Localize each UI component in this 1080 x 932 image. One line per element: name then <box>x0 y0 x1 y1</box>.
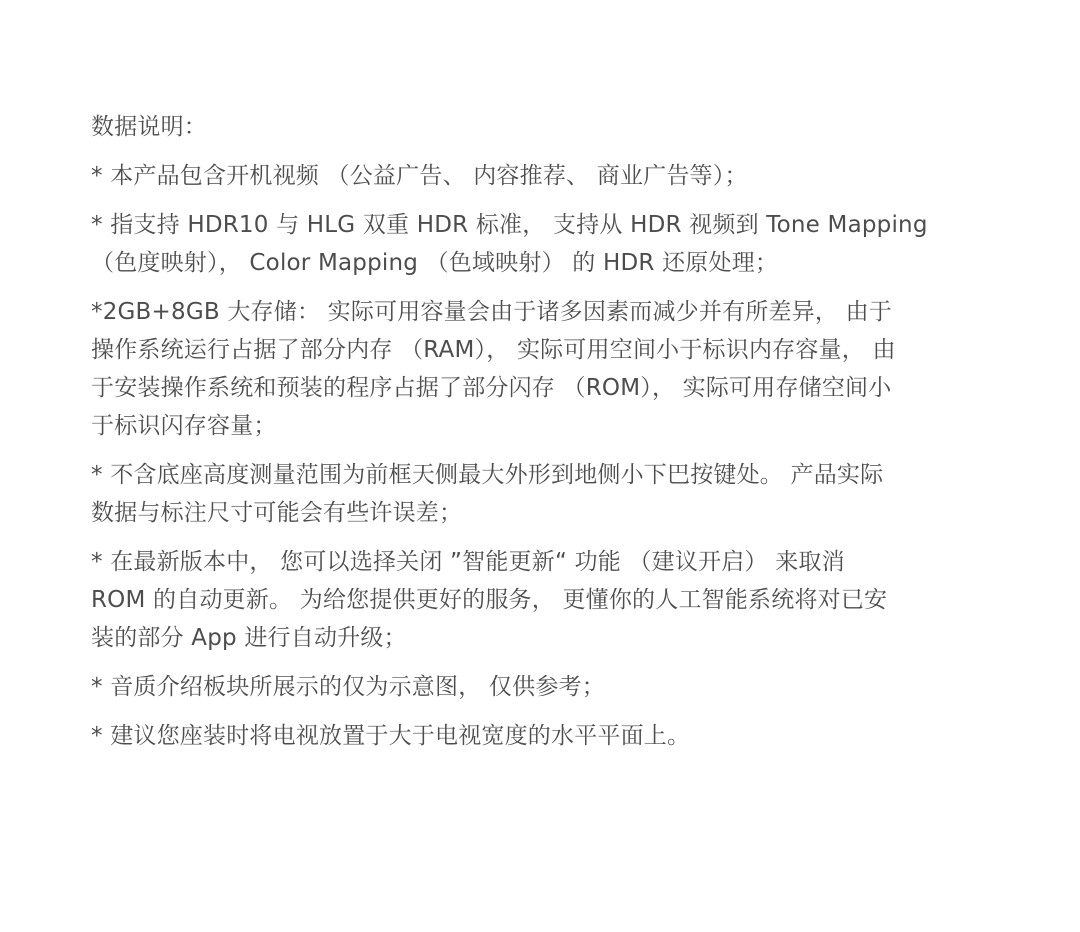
note-line: * 指支持 HDR10 与 HLG 双重 HDR 标准， 支持从 HDR 视频到 Tone Mapping <box>91 212 928 238</box>
note-line: 装的部分 App 进行自动升级； <box>91 625 407 651</box>
note-item <box>91 456 1001 532</box>
note-item <box>91 293 1001 445</box>
data-notes <box>91 108 1001 766</box>
note-item <box>91 157 1001 195</box>
note-item <box>91 717 1001 755</box>
note-line: * 建议您座装时将电视放置于大于电视宽度的水平平面上。 <box>91 723 691 749</box>
note-line: 操作系统运行占据了部分内存 （RAM）， 实际可用空间小于标识内存容量， 由 <box>91 337 896 363</box>
note-line: 数据与标注尺寸可能会有些许误差； <box>91 500 463 526</box>
note-line: * 在最新版本中， 您可以选择关闭 ”智能更新“ 功能 （建议开启） 来取消 <box>91 549 845 575</box>
note-item <box>91 206 1001 282</box>
note-line: 于安装操作系统和预装的程序占据了部分闪存 （ROM）， 实际可用存储空间小 <box>91 375 892 401</box>
note-line: 于标识闪存容量； <box>91 413 277 439</box>
note-line: * 不含底座高度测量范围为前框天侧最大外形到地侧小下巴按键处。 产品实际 <box>91 462 884 488</box>
note-item <box>91 668 1001 706</box>
note-line: （色度映射）， Color Mapping （色域映射） 的 HDR 还原处理； <box>91 250 779 276</box>
note-line: * 本产品包含开机视频 （公益广告、 内容推荐、 商业广告等）； <box>91 163 748 189</box>
notes-title: 数据说明： <box>91 114 207 140</box>
note-line: *2GB+8GB 大存储： 实际可用容量会由于诸多因素而减少并有所差异， 由于 <box>91 299 892 325</box>
note-item <box>91 543 1001 657</box>
note-line: * 音质介绍板块所展示的仅为示意图， 仅供参考； <box>91 674 605 700</box>
note-line: ROM 的自动更新。 为给您提供更好的服务， 更懂你的人工智能系统将对已安 <box>91 587 888 613</box>
